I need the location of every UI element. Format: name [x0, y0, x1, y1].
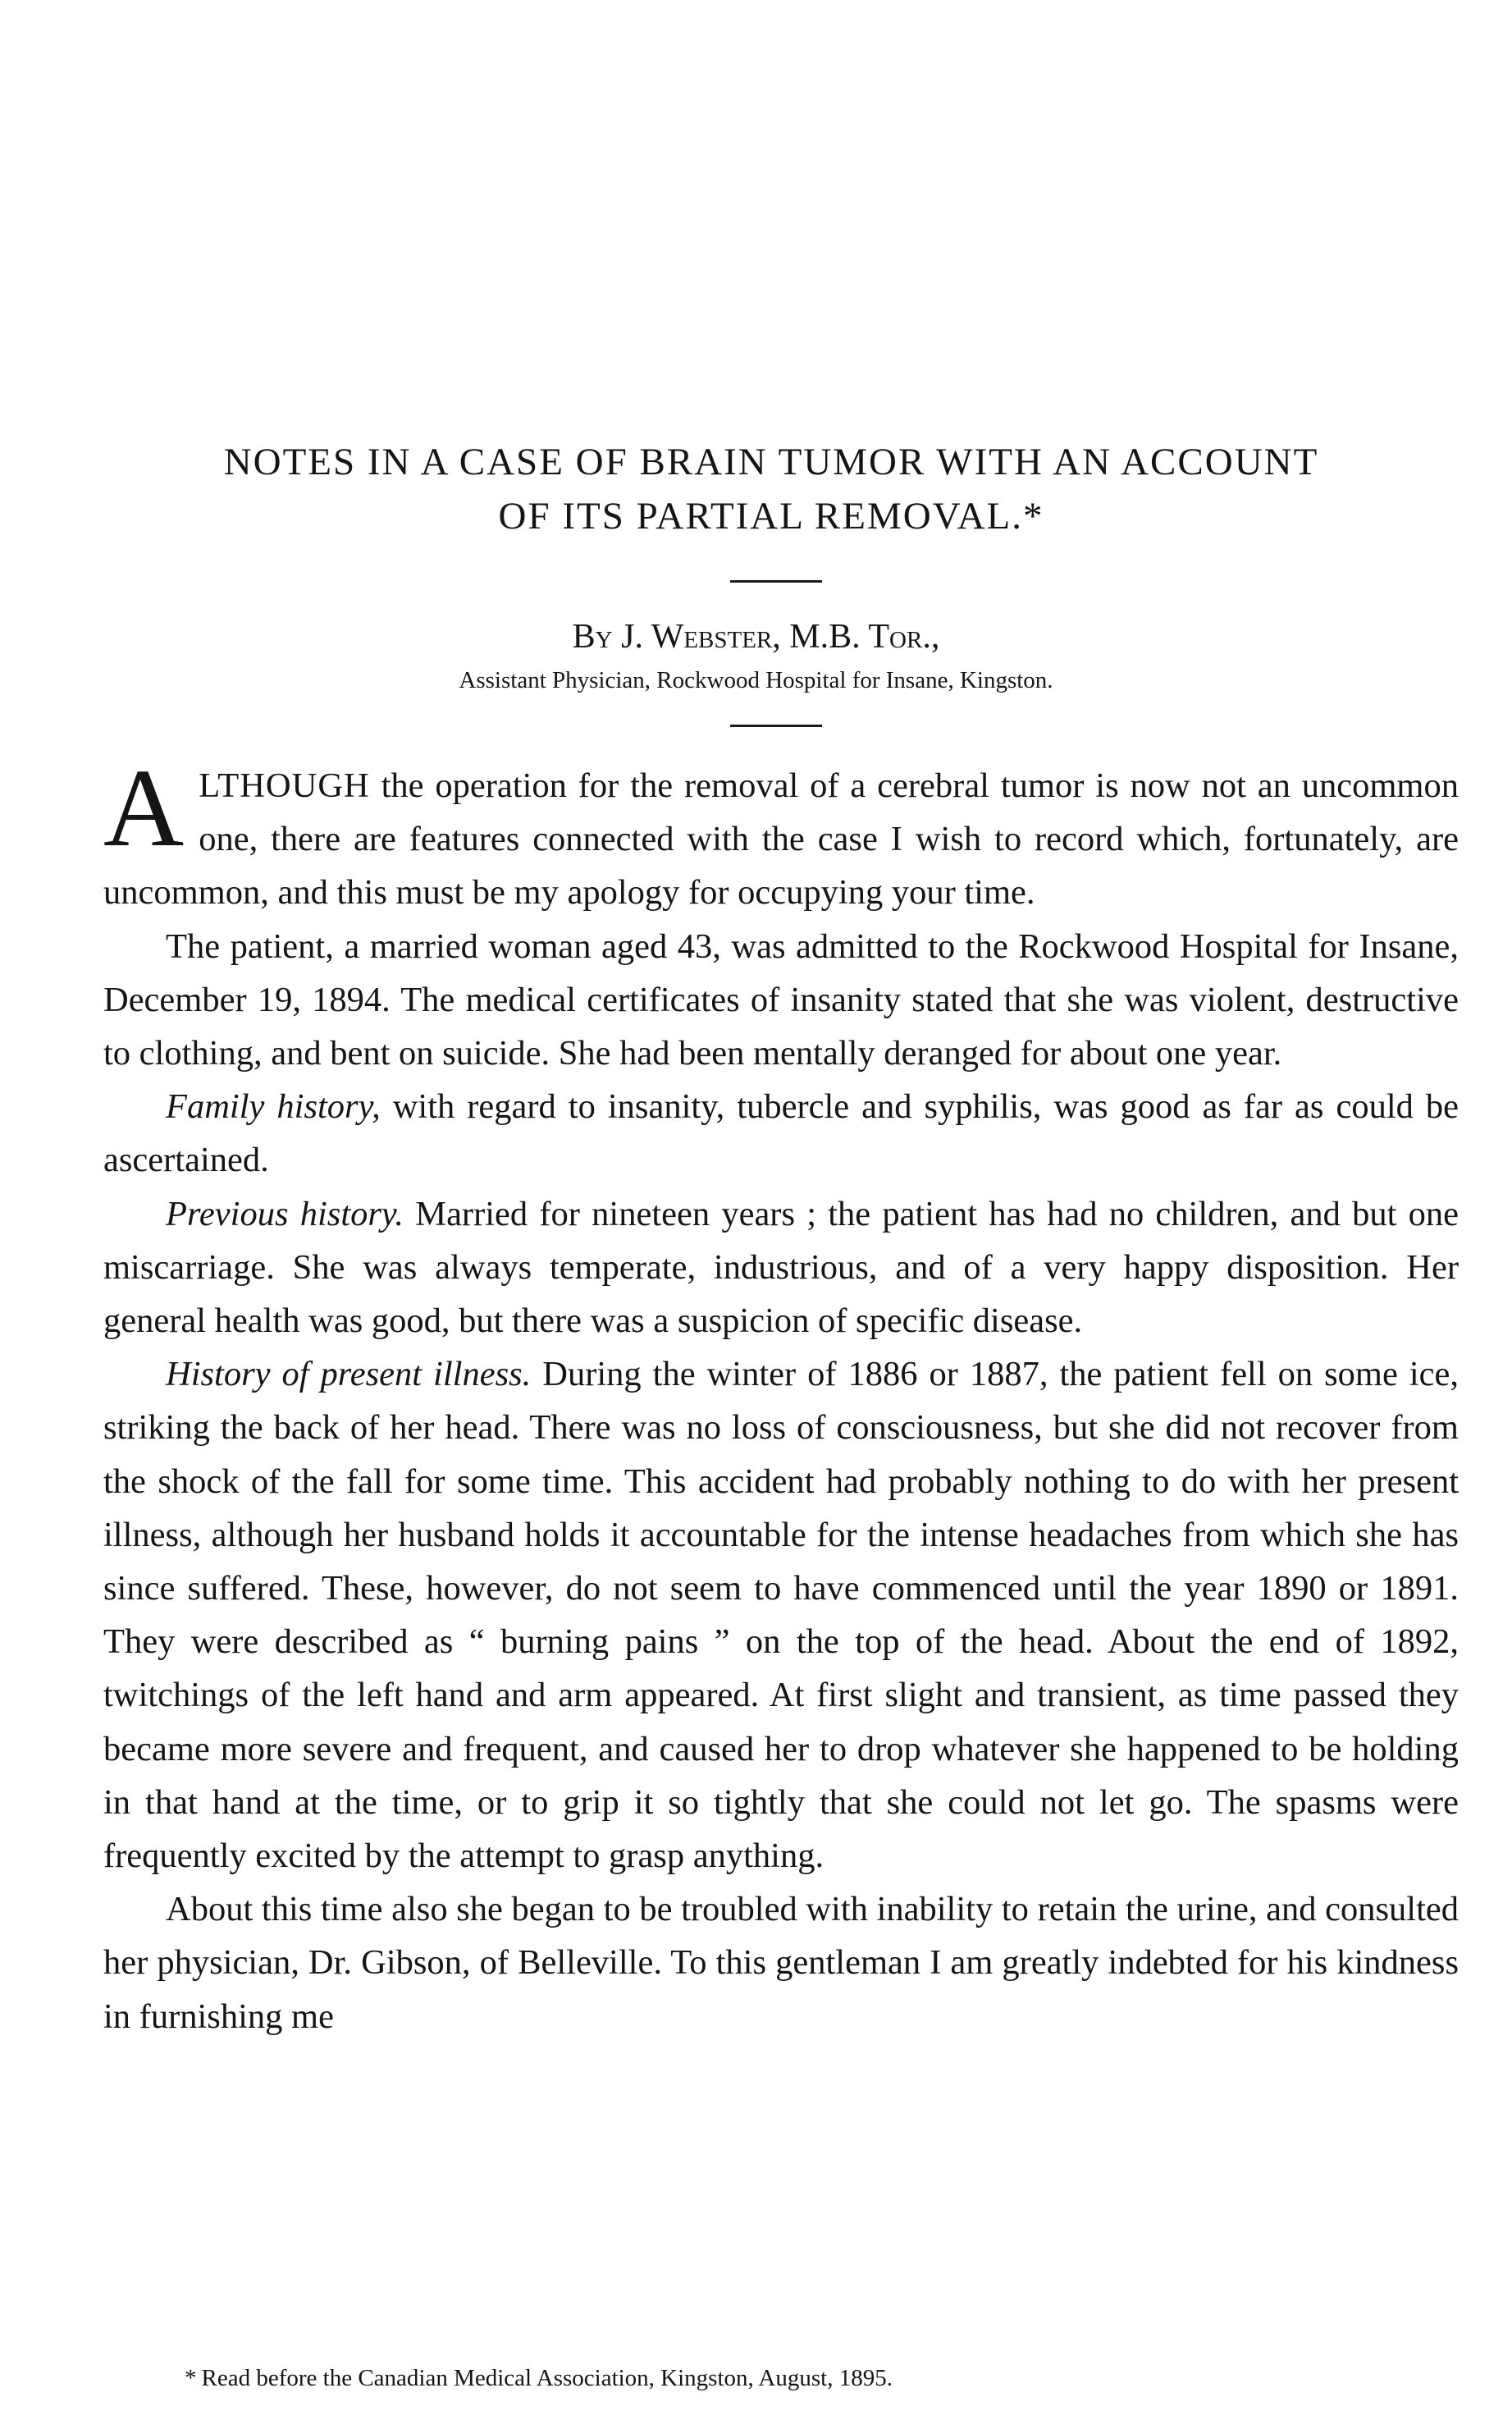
present-illness-heading: History of present illness.: [166, 1355, 532, 1394]
paragraph-previous-history: [103, 1187, 1459, 1348]
article-title: [82, 435, 1460, 543]
previous-history-text: Married for nineteen years ; the patient has had no children, and but one miscarriage. She was always temperate, industrious, and of a very happy disposition. Her general health was good, but there was a suspicion of specific disease.: [103, 1194, 1459, 1341]
author-name: By J. Webster, M.B. Tor.,: [572, 618, 940, 656]
paragraph-urine-text: About this time also she began to be troubled with inability to retain the urine, and consulted her physician, Dr. Gibson, of Belleville. To this gentleman I am greatly indebted for his kindness in furnishing me: [103, 1890, 1459, 2036]
title-line-2: OF ITS PARTIAL REMOVAL.*: [498, 495, 1044, 537]
paragraph-present-illness: [103, 1347, 1459, 1882]
present-illness-text: During the winter of 1886 or 1887, the patient fell on some ice, striking the back of her head. There was no loss of consciousness, but she did not recover from the shock of the fall for some time. This accident had probably nothing to do with her present illness, although her husband holds it accountable for the intense headaches from which she has since suffered. These, however, do not seem to have commenced until the year 1890 or 1891. They were described as “ burning pains ” on the top of the head. About the end of 1892, twitchings of the left hand and arm appeared. At first slight and transient, as time passed they became more severe and frequent, and caused her to drop whatever she happened to be holding in that hand at the time, or to grip it so tightly that she could not let go. The spasms were frequently excited by the attempt to grasp anything.: [103, 1355, 1459, 1876]
article-body: [103, 747, 1459, 2043]
family-history-text: with regard to insanity, tubercle and syphilis, was good as far as could be ascertained.: [103, 1087, 1459, 1180]
footnote-text: Read before the Canadian Medical Association, Kingston, August, 1895.: [201, 2365, 893, 2391]
author-affiliation: Assistant Physician, Rockwood Hospital for Insane, Kingston.: [459, 667, 1053, 693]
paragraph-patient: [103, 920, 1459, 1081]
paragraph-urine: [103, 1882, 1459, 2043]
title-divider: [730, 580, 822, 583]
footnote: [185, 2365, 893, 2392]
paragraph-intro: [103, 747, 1459, 920]
paragraph-patient-text: The patient, a married woman aged 43, was admitted to the Rockwood Hospital for Insane, December 19, 1894. The medical certificates of insanity stated that she was violent, destructive to clothing, and bent on suicide. She had been mentally deranged for about one year.: [103, 926, 1459, 1073]
title-line-1: NOTES IN A CASE OF BRAIN TUMOR WITH AN ACCOUNT: [223, 441, 1319, 483]
byline-divider: [730, 725, 822, 727]
previous-history-heading: Previous history.: [166, 1194, 404, 1233]
family-history-heading: Family history,: [166, 1087, 381, 1127]
drop-cap: A: [103, 747, 185, 870]
paragraph-family-history: [103, 1080, 1459, 1187]
lead-word: LTHOUGH: [199, 766, 370, 805]
author-byline: [0, 617, 1512, 656]
footnote-mark: *: [185, 2365, 197, 2391]
paragraph-intro-text: the operation for the removal of a cerebral tumor is now not an uncommon one, there are features connected with the case I wish to record which, fortunately, are uncommon, and this must be my apology for occupying your time.: [103, 766, 1459, 913]
